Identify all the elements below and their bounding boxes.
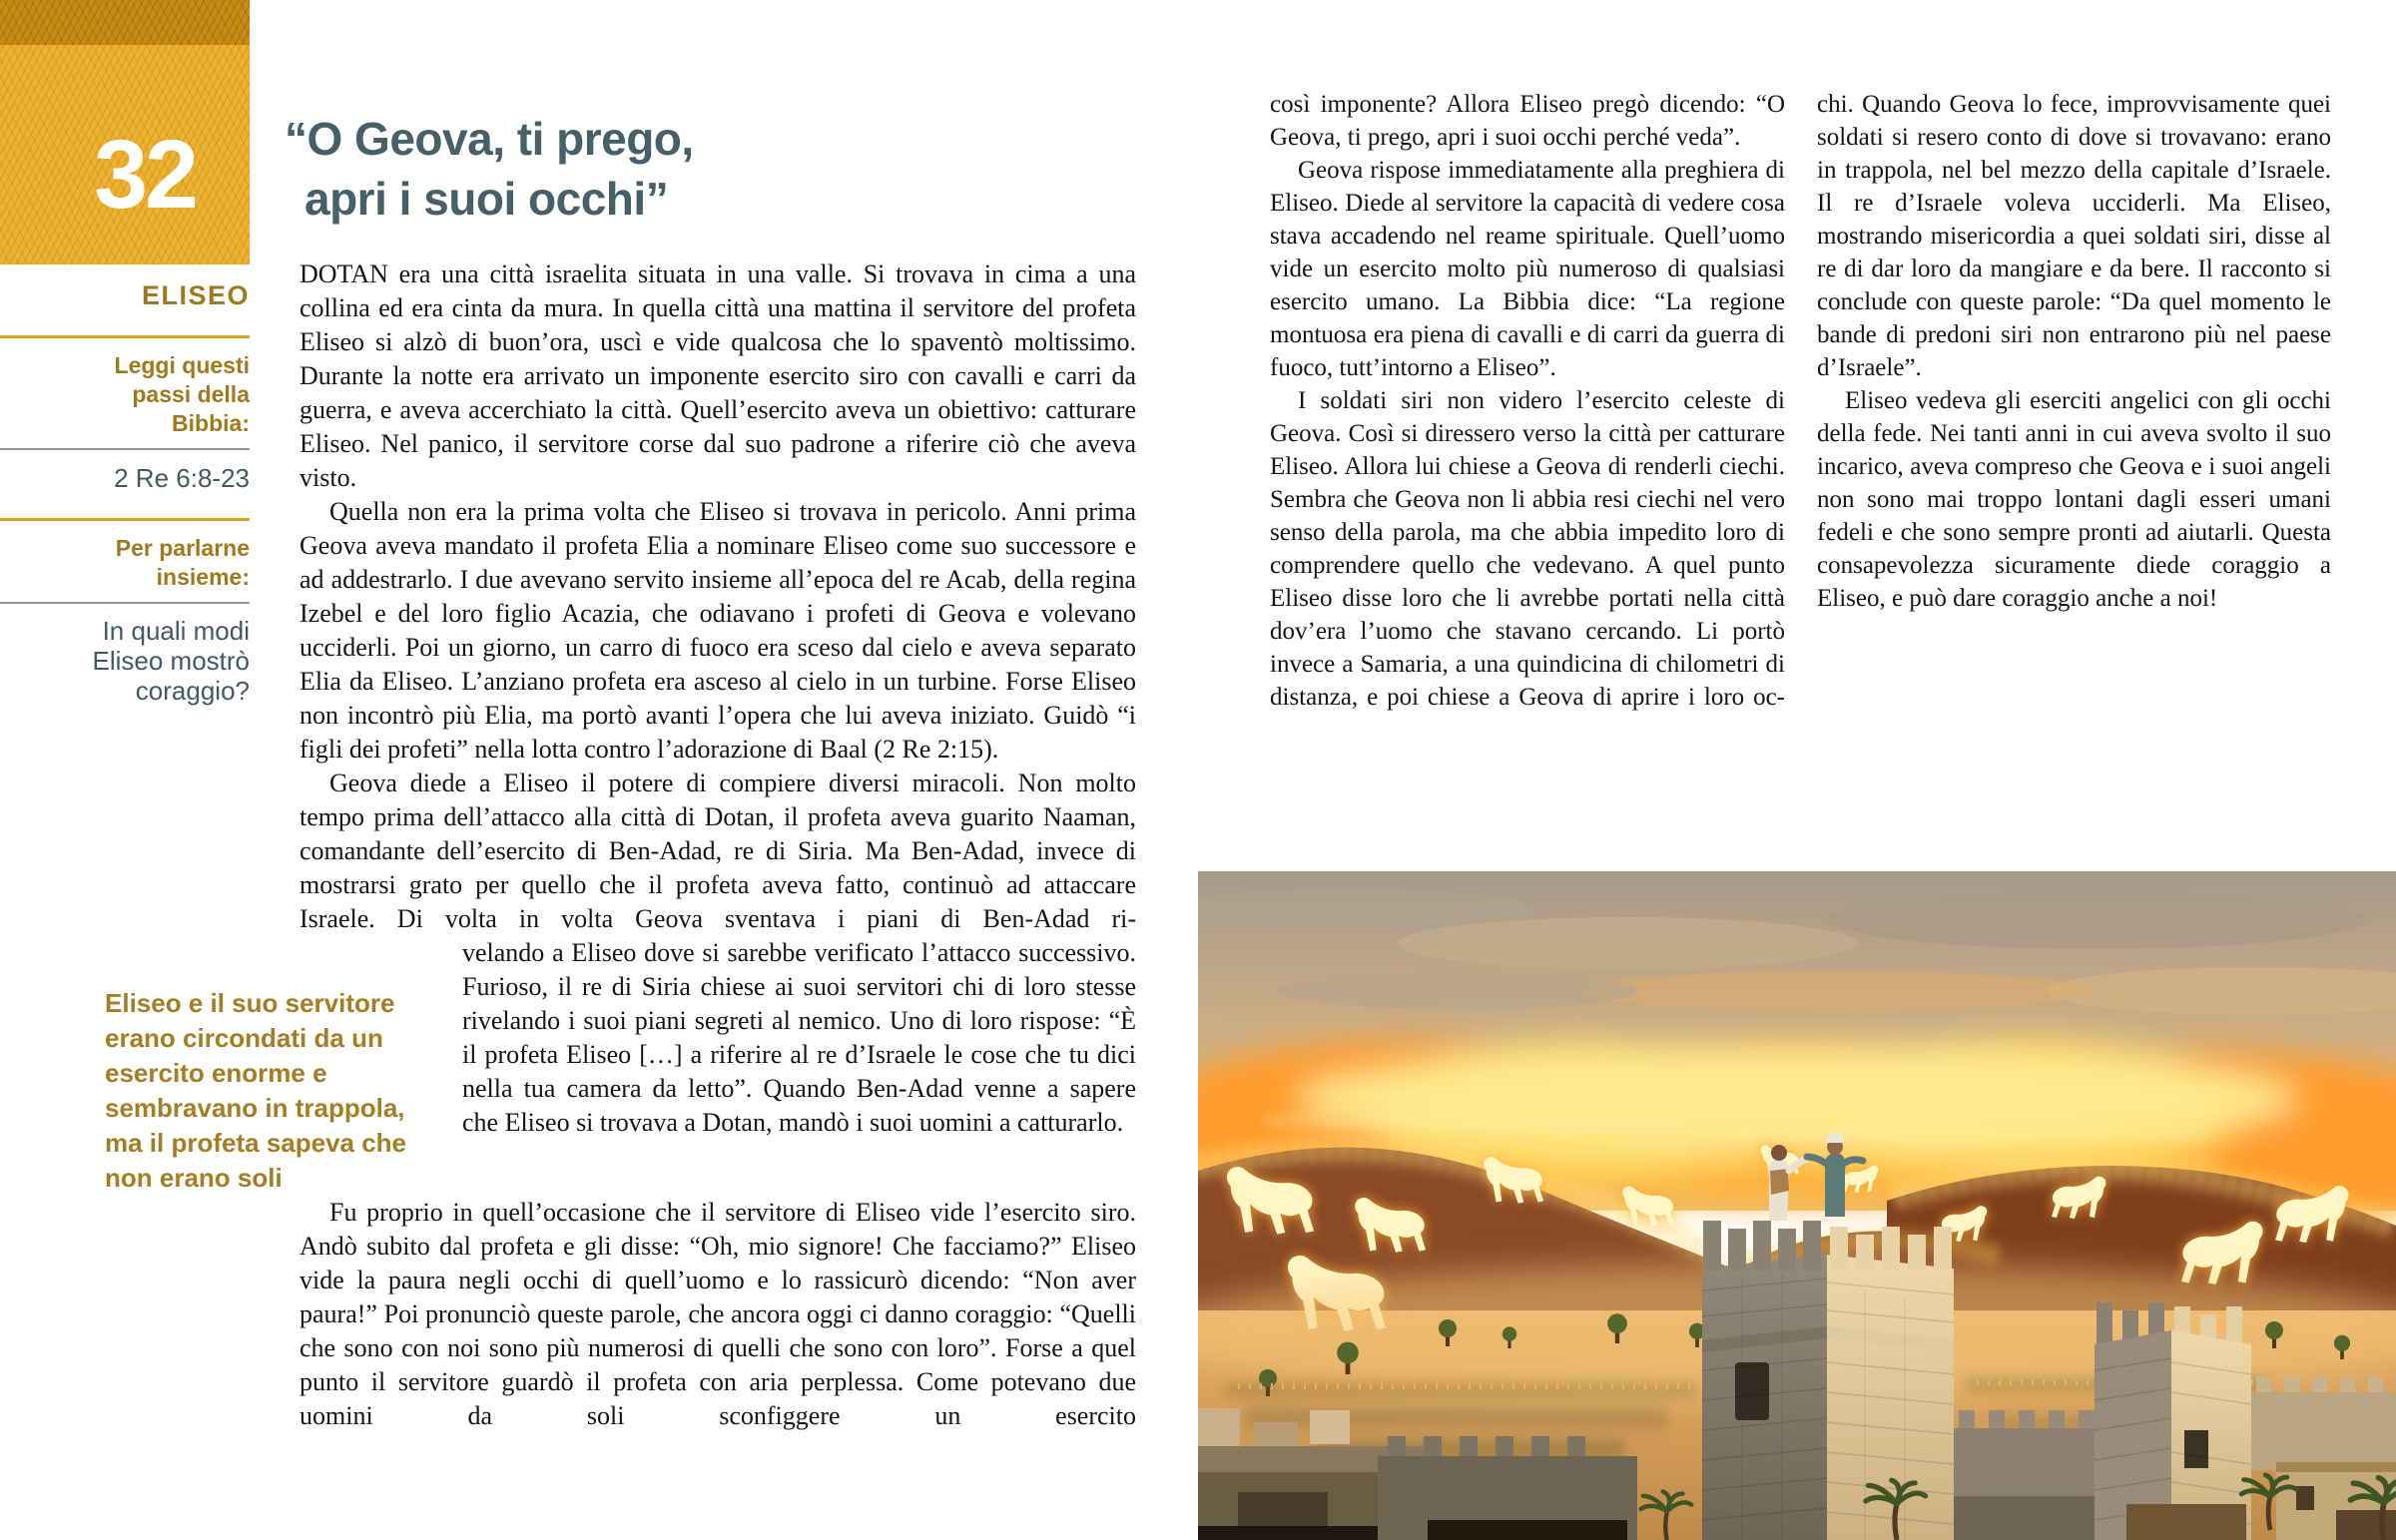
title-line-1: “O Geova, ti prego,: [285, 112, 694, 165]
discussion-question: In quali modi Eliseo mostrò coraggio?: [92, 616, 250, 706]
divider-gray: [0, 448, 250, 450]
divider-gold: [0, 518, 250, 521]
article-paragraph-continuation: velando a Eliseo dove si sarebbe verificato l’attacco successivo. Furioso, il re di Siria chiese ai suoi servitori chi di loro stesse rivelando i suoi piani segreti al nemico. Uno di loro rispose: “È il profeta Eliseo […] a riferire al re d’Israele le cose che tu dici nella tua camera da letto”. Quando Ben-Adad venne a sapere che Eliseo si trovava a Dotan, mandò i suoi uomini a catturarlo.: [462, 938, 1136, 1137]
column-paragraph: I soldati siri non videro l’esercito celeste di Geova. Così si diressero verso la città per catturare Eliseo. Allora lui chiese a Geova di renderli ciechi. Sembra che Geova non li abbia resi ciechi nel vero senso della parola, ma che abbia impedito loro di comprendere quello che vedevano. A quel punto Eliseo disse loro che li avrebbe portati nella città dov’era l’uomo che stavano cercando. Li portò invece a Samaria, a una quindicina di chilometri di distanza, e poi chiese a Geova di aprire i loro oc-: [1270, 387, 1785, 711]
column-paragraph: Eliseo vedeva gli eserciti angelici con gli occhi della fede. Nei tanti anni in cui aveva svolto il suo incarico, aveva compreso che Geova e i suoi angeli non sono mai troppo lontani dagli esseri umani fedeli e che sono sempre pronti ad aiutarli. Questa consapevolezza sicuramente diede coraggio a Eliseo, e può dare coraggio anche a noi!: [1817, 387, 2331, 612]
chapter-box: [0, 0, 250, 264]
illustration-fiery-army: [1198, 871, 2396, 1540]
column-paragraph: Geova rispose immediatamente alla preghiera di Eliseo. Diede al servitore la capacità di vedere cosa stava accadendo nel reame spirituale. Quell’uomo vide un esercito molto più numeroso di qualsiasi esercito umano. La Bibbia dice: “La regione montuosa era piena di cavalli e di carri da guerra di fuoco, tutt’intorno a Eliseo”.: [1270, 157, 1785, 381]
divider-gray: [0, 602, 250, 604]
chapter-title: [285, 109, 694, 229]
chapter-number: 32: [94, 120, 196, 229]
pull-quote-row: [105, 936, 1136, 1196]
city-wall-middle: [1954, 1410, 2095, 1540]
illustration-svg: [1198, 871, 2396, 1540]
bible-read-label: Leggi questi passi della Bibbia:: [114, 352, 250, 436]
column-paragraph: chi. Quando Geova lo fece, improvvisamente quei soldati si resero conto di dove si trovavano: erano in trappola, nel bel mezzo della capitale d’Israele. Il re d’Israele voleva ucciderli. Ma Eliseo, mostrando misericordia a quei soldati siri, disse al re di dar loro da mangiare e da bere. Il racconto si conclude con queste parole: “Da quel momento le bande di predoni siri non entrarono più nel paese d’Israele”.: [1817, 91, 2331, 381]
scripture-reference: 2 Re 6:8-23: [114, 463, 250, 493]
article-paragraph: DOTAN era una città israelita situata in una valle. Si trovava in cima a una collina ed era cinta da mura. In quella città una mattina il servitore del profeta Eliseo si alzò di buon’ora, uscì e vide qualcosa che lo spaventò moltissimo. Durante la notte era arrivato un imponente esercito siro con cavalli e carri da guerra, e aveva accerchiato la città. Quell’esercito aveva un obiettivo: catturare Eliseo. Nel panico, il servitore corse dal suo padrone a riferire ciò che aveva visto.: [300, 259, 1136, 492]
sidebar: [0, 281, 250, 706]
article-paragraph: Fu proprio in quell’occasione che il servitore di Eliseo vide l’esercito siro. Andò subito dal profeta e gli disse: “Oh, mio signore! Che facciamo?” Eliseo vide la paura negli occhi di quell’uomo e lo rassicurò dicendo: “Non aver paura!” Poi pronunciò queste parole, che ancora oggi ci danno coraggio: “Quelli che sono con noi sono più numerosi di quelli che sono con loro”. Forse a quel punto il servitore guardò il profeta con aria perplessa. Come potevano due uomini da soli sconfiggere un esercito: [300, 1198, 1136, 1430]
chapter-box-band: [0, 0, 250, 45]
column-paragraph: così imponente? Allora Eliseo pregò dicendo: “O Geova, ti prego, apri i suoi occhi perché veda”.: [1270, 91, 1785, 151]
sidebar-person-heading: ELISEO: [141, 280, 250, 310]
divider-gold: [0, 335, 250, 338]
article-paragraph: Geova diede a Eliseo il potere di compiere diversi miracoli. Non molto tempo prima dell’attacco alla città di Dotan, il profeta aveva guarito Naaman, comandante dell’esercito di Ben-Adad, re di Siria. Ma Ben-Adad, invece di mostrarsi grato per quello che il profeta aveva fatto, continuò ad attaccare Israele. Di volta in volta Geova sventava i piani di Ben-Adad ri-: [300, 769, 1136, 933]
title-line-2: apri i suoi occhi”: [304, 172, 669, 225]
article-column-middle: [1270, 88, 1785, 714]
rooftop: [2126, 1504, 2246, 1540]
discussion-label: Per parlarne insieme:: [115, 535, 250, 590]
article-paragraph: Quella non era la prima volta che Eliseo si trovava in pericolo. Anni prima Geova aveva mandato il profeta Elia a nominare Eliseo come suo successore e ad addestrarlo. I due avevano servito insieme all’epoca del re Acab, della regina Izebel e del loro figlio Acazia, che odiavano i profeti di Geova e volevano ucciderli. Poi un giorno, un carro di fuoco era sceso dal cielo e aveva separato Elia da Eliseo. L’anziano profeta era asceso al cielo in un turbine. Forse Eliseo non incontrò più Elia, ma portò avanti l’opera che lui aveva iniziato. Guidò “i figli dei profeti” nella lotta contro l’adorazione di Baal (2 Re 2:15).: [300, 497, 1136, 764]
dark-rooftops: [1428, 1520, 1627, 1540]
article-column-right: [1817, 88, 2331, 615]
pull-quote: Eliseo e il suo servitore erano circondati da un esercito enorme e sembravano in trappola, ma il profeta sapeva che non erano soli: [105, 988, 407, 1193]
